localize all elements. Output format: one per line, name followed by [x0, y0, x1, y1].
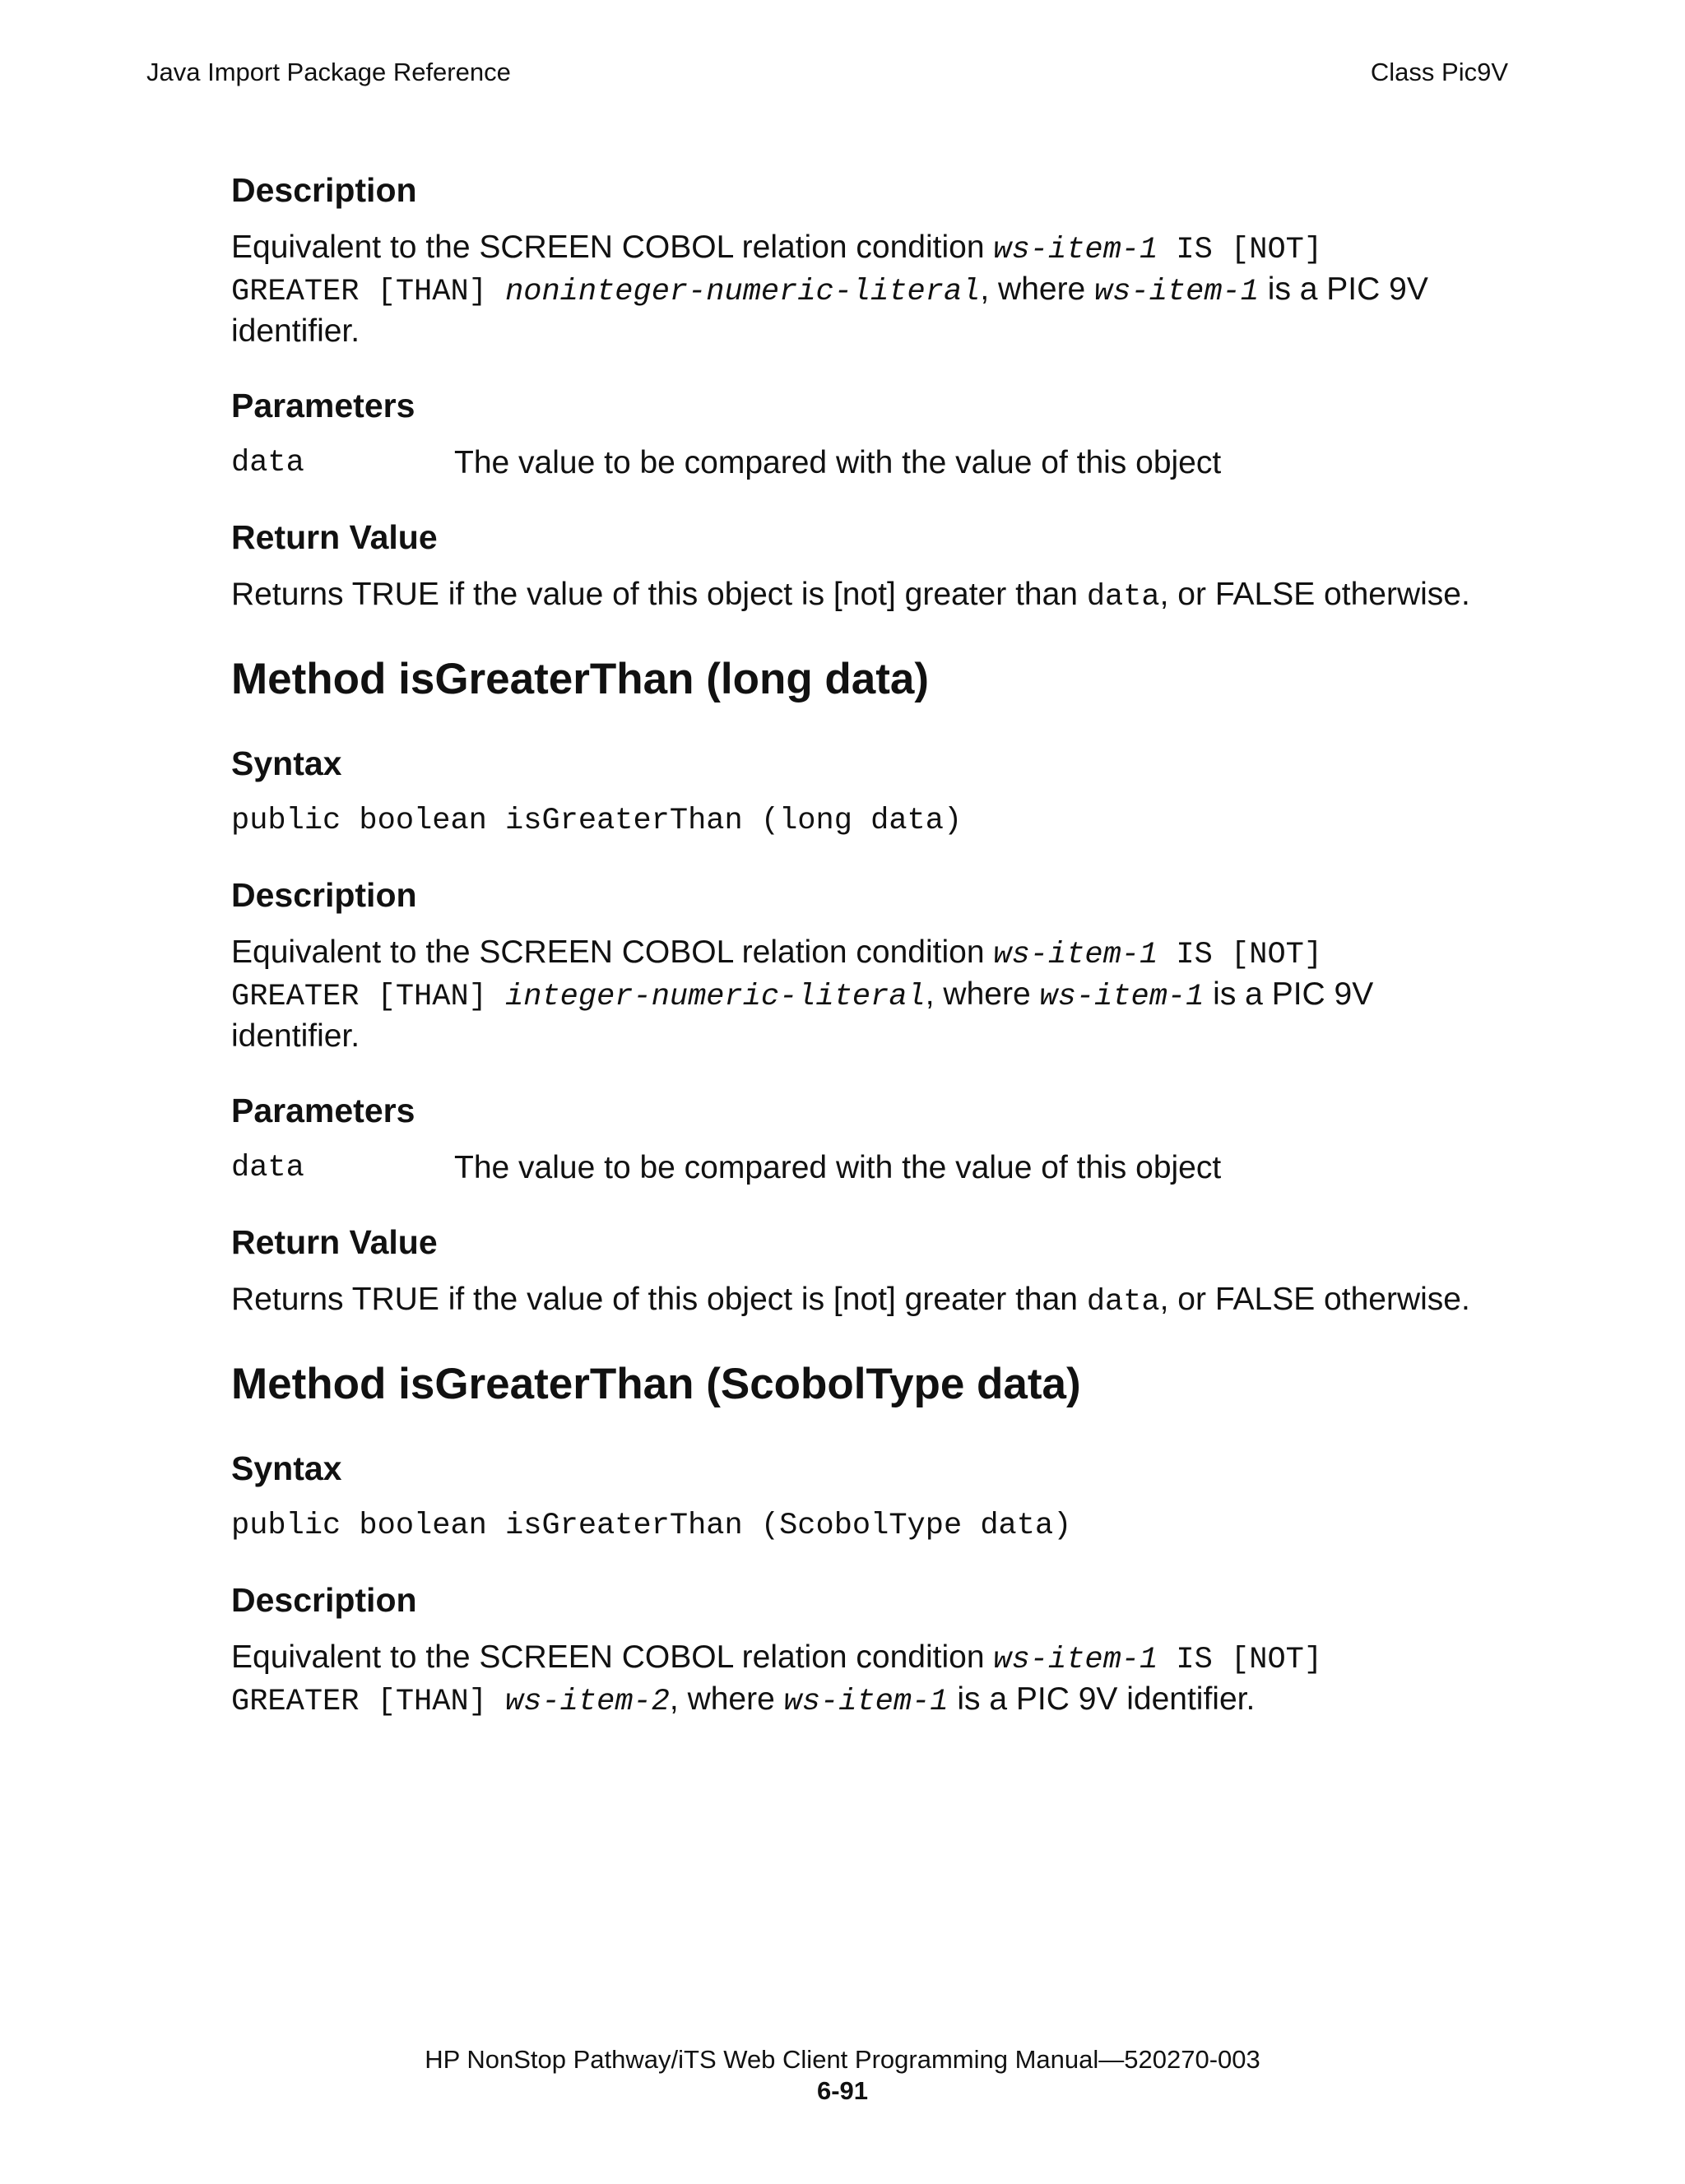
desc-text-post: is a PIC 9V identifier. — [948, 1681, 1256, 1717]
parameter-row — [231, 443, 1482, 483]
desc-code-is-not: IS [NOT] — [1158, 233, 1323, 267]
desc-code-is-not: IS [NOT] — [1158, 1643, 1323, 1677]
parameter-name: data — [231, 1151, 304, 1185]
desc-text-where: , where — [669, 1681, 784, 1717]
return-value-text — [231, 1280, 1482, 1322]
desc-code-item1b: ws-item-1 — [1094, 275, 1259, 309]
syntax-heading: Syntax — [231, 1449, 342, 1487]
method-title-long: Method isGreaterThan (long data) — [231, 655, 930, 703]
return-text-pre: Returns TRUE if the value of this object is [not] greater than — [231, 577, 1087, 612]
desc-text-post: is a PIC 9V identifier. — [231, 271, 1428, 349]
parameter-description: The value to be compared with the value of this object — [454, 1150, 1222, 1185]
header-class-name: Class Pic9V — [1370, 58, 1508, 86]
desc-text-where: , where — [980, 271, 1095, 307]
description-heading: Description — [231, 171, 417, 209]
desc-code-item1b: ws-item-1 — [1039, 980, 1205, 1014]
desc-code-item1: ws-item-1 — [993, 1643, 1158, 1677]
parameters-heading: Parameters — [231, 387, 415, 424]
parameter-row — [231, 1148, 1482, 1188]
desc-code-item1: ws-item-1 — [993, 938, 1158, 972]
return-value-text — [231, 575, 1482, 617]
description-text — [231, 228, 1482, 351]
return-text-post: , or FALSE otherwise. — [1159, 1282, 1470, 1317]
page-footer — [0, 2044, 1685, 2107]
desc-code-item2: ws-item-2 — [505, 1685, 670, 1719]
desc-text-pre: Equivalent to the SCREEN COBOL relation condition — [231, 934, 994, 970]
header-doc-title: Java Import Package Reference — [146, 58, 511, 86]
description-text — [231, 933, 1482, 1056]
desc-text-post: is a PIC 9V identifier. — [231, 976, 1374, 1054]
desc-text-pre: Equivalent to the SCREEN COBOL relation condition — [231, 230, 994, 265]
footer-page-number: 6-91 — [816, 2076, 869, 2105]
desc-code-is-not: IS [NOT] — [1158, 938, 1323, 972]
parameter-description: The value to be compared with the value of this object — [454, 445, 1222, 480]
return-text-pre: Returns TRUE if the value of this object is [not] greater than — [231, 1282, 1087, 1317]
return-value-heading: Return Value — [231, 1223, 438, 1261]
desc-code-item1b: ws-item-1 — [783, 1685, 949, 1719]
desc-text-where: , where — [925, 976, 1040, 1012]
desc-code-item1: ws-item-1 — [993, 233, 1158, 267]
page-content — [231, 167, 1482, 1722]
return-text-post: , or FALSE otherwise. — [1159, 577, 1470, 612]
return-code: data — [1086, 1285, 1160, 1319]
desc-code-literal: noninteger-numeric-literal — [505, 275, 981, 309]
desc-code-literal: integer-numeric-literal — [505, 980, 926, 1014]
description-heading: Description — [231, 1581, 417, 1619]
syntax-code: public boolean isGreaterThan (ScobolType data) — [231, 1509, 1072, 1543]
desc-code-greater-than: GREATER [THAN] — [231, 980, 506, 1014]
desc-code-greater-than: GREATER [THAN] — [231, 1685, 506, 1719]
desc-text-pre: Equivalent to the SCREEN COBOL relation condition — [231, 1639, 994, 1675]
footer-manual-title: HP NonStop Pathway/iTS Web Client Programming Manual—520270-003 — [425, 2045, 1260, 2074]
parameters-heading: Parameters — [231, 1092, 415, 1129]
parameter-name: data — [231, 446, 304, 480]
description-text — [231, 1638, 1482, 1722]
syntax-code: public boolean isGreaterThan (long data) — [231, 804, 963, 838]
syntax-heading: Syntax — [231, 744, 342, 782]
desc-code-greater-than: GREATER [THAN] — [231, 275, 506, 309]
return-code: data — [1086, 580, 1160, 614]
description-heading: Description — [231, 876, 417, 914]
method-title-scoboltype: Method isGreaterThan (ScobolType data) — [231, 1360, 1081, 1408]
return-value-heading: Return Value — [231, 518, 438, 556]
running-header — [146, 58, 1508, 90]
